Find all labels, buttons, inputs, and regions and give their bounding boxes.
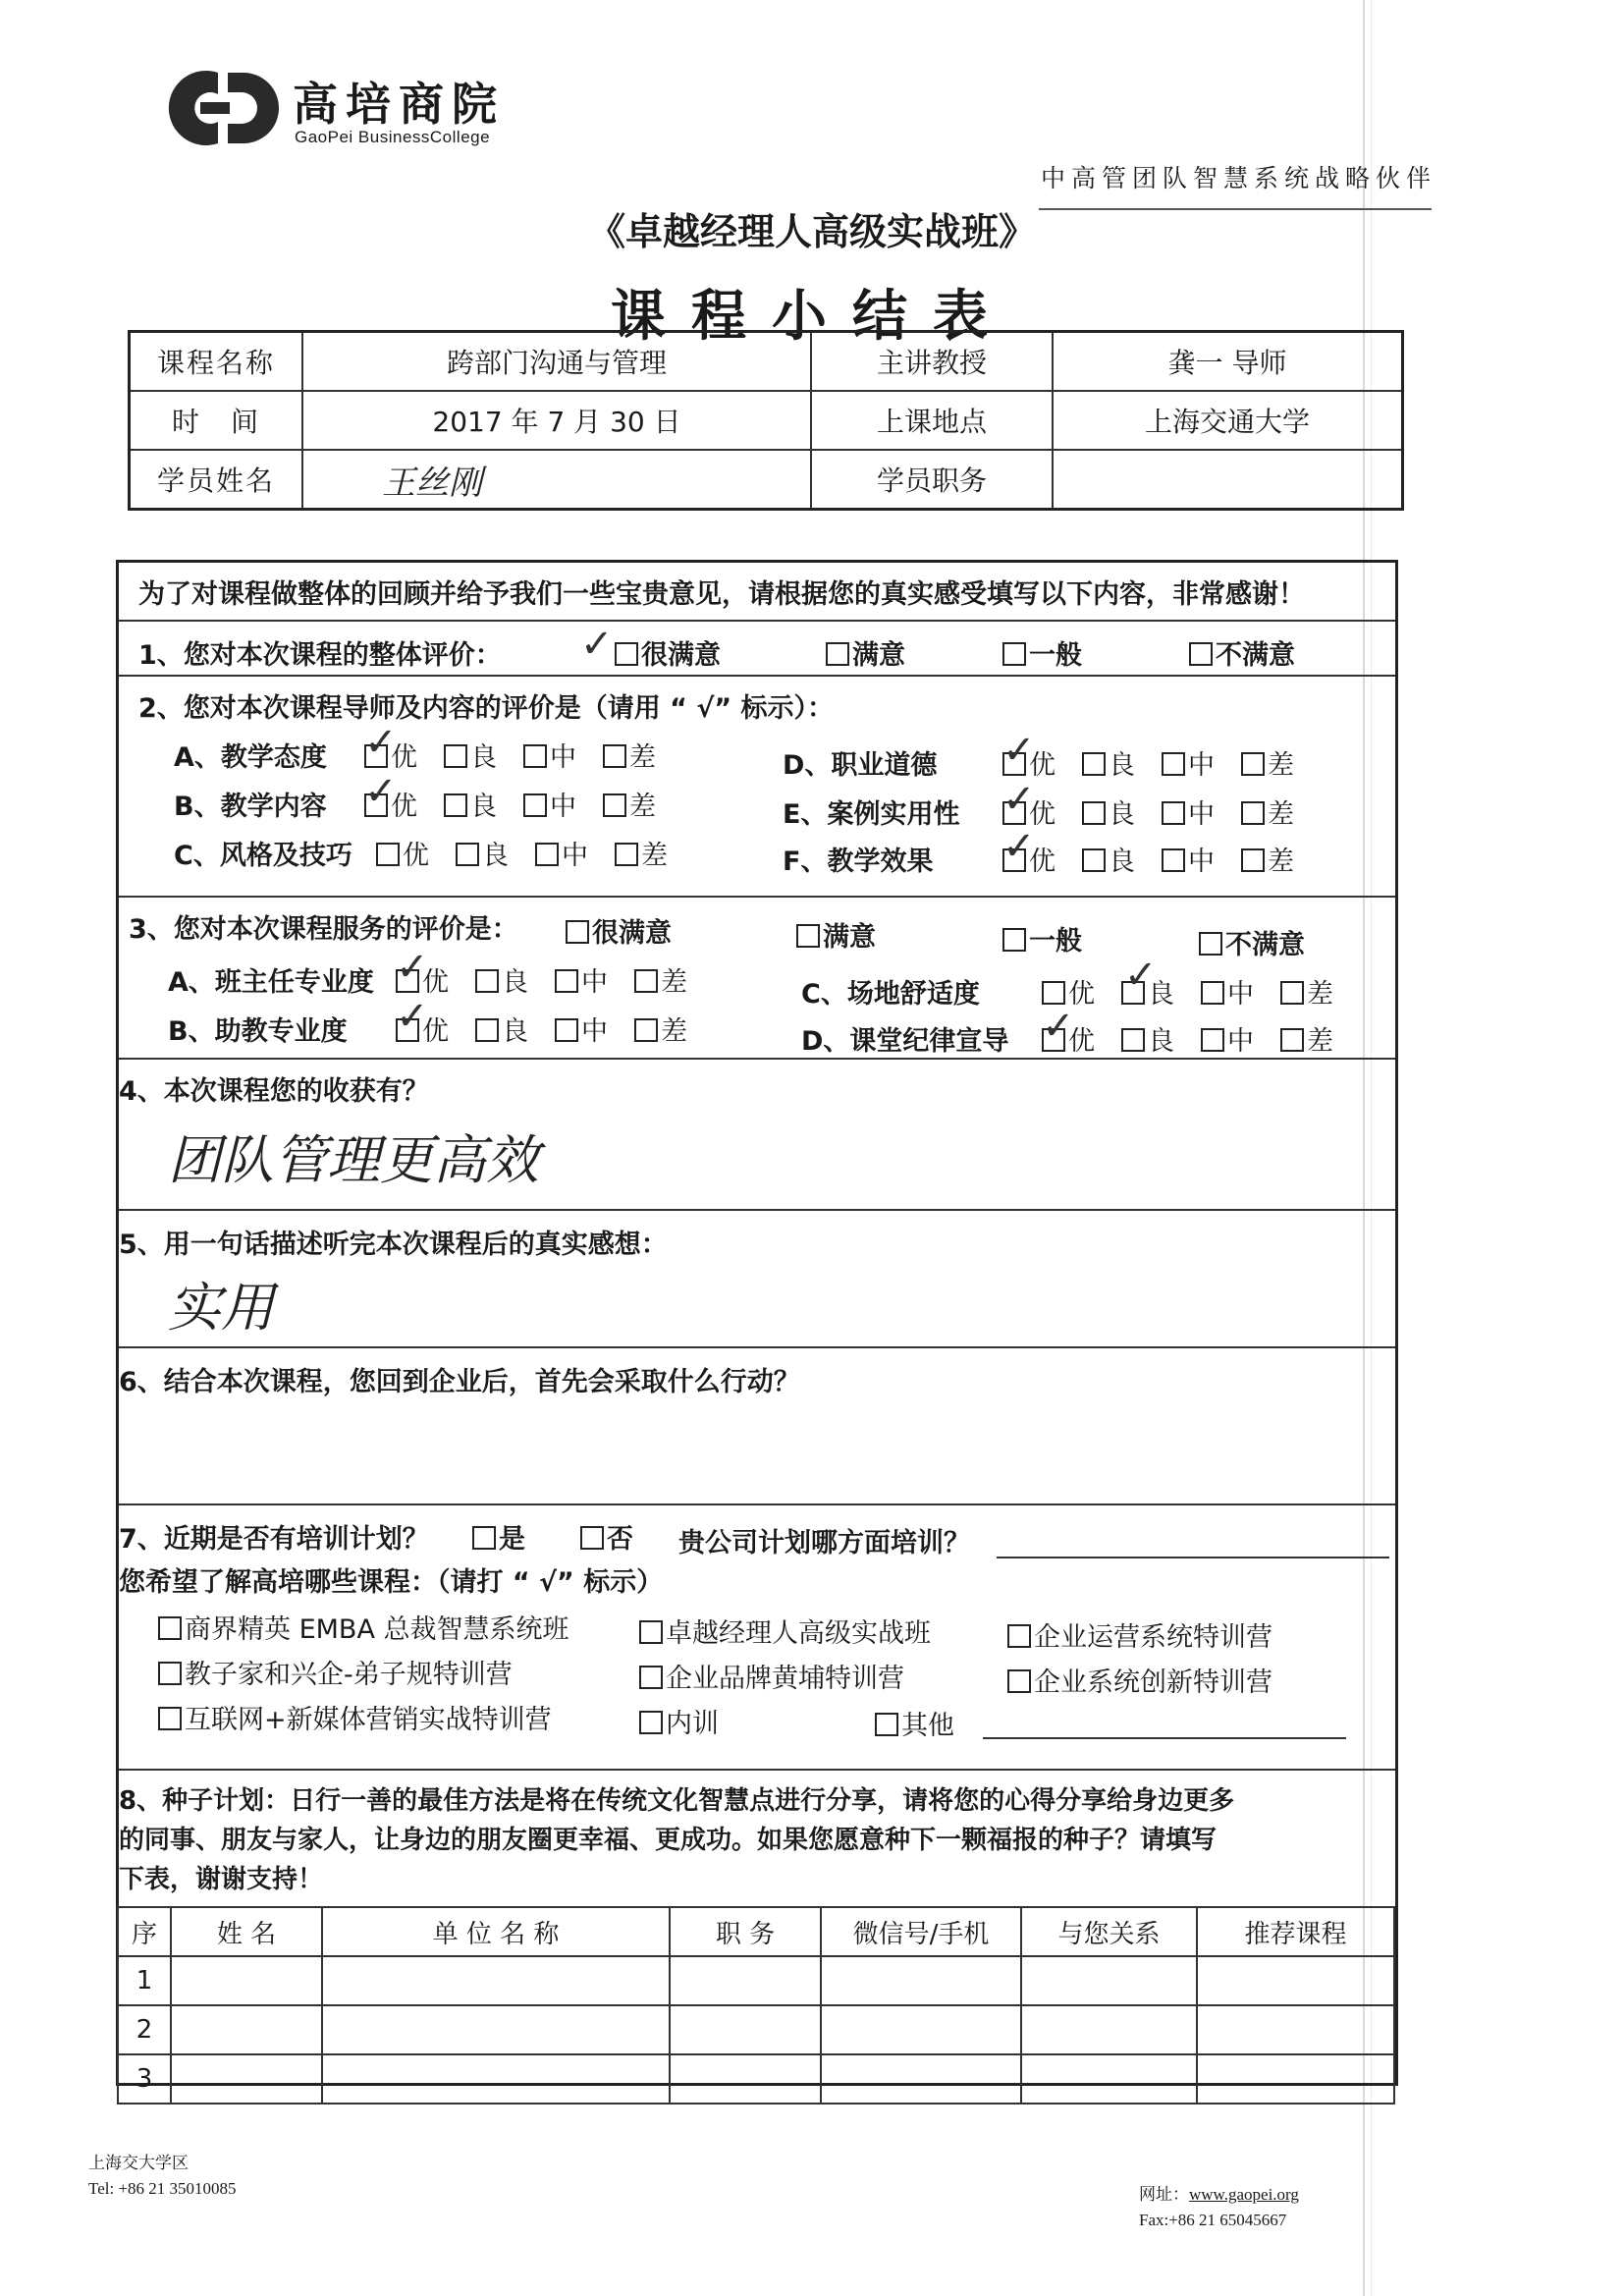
q2-a-grades[interactable] — [364, 736, 656, 774]
q5-section — [119, 1209, 1395, 1348]
q2-d-grades[interactable] — [1002, 743, 1294, 782]
q2-item-c-label: C、风格及技巧 — [174, 841, 352, 871]
grade-label: 良 — [470, 742, 497, 773]
course-option-internet[interactable] — [158, 1698, 552, 1736]
checkbox-icon[interactable] — [475, 1018, 499, 1042]
checkbox-icon[interactable] — [158, 1662, 182, 1685]
cell-position[interactable] — [670, 2005, 821, 2054]
other-course-line[interactable] — [983, 1737, 1346, 1739]
col-company: 单 位 名 称 — [322, 1907, 670, 1956]
cell-name[interactable] — [171, 1956, 322, 2005]
location-value[interactable]: 上海交通大学 — [1053, 391, 1403, 450]
course-option-label: 教子家和兴企-弟子规特训营 — [185, 1660, 513, 1690]
course-option-dizigui[interactable] — [158, 1653, 513, 1691]
course-option-label: 企业运营系统特训营 — [1034, 1622, 1272, 1653]
referral-table — [117, 1906, 1395, 2105]
student-name-value[interactable]: 王丝刚 — [302, 450, 811, 510]
q8-section — [119, 1769, 1395, 2094]
footer-contact-left — [88, 2151, 237, 2202]
q3-section — [119, 896, 1395, 1060]
course-option-brand[interactable] — [639, 1657, 904, 1695]
q8-label: 8、种子计划：日行一善的最佳方法是将在传统文化智慧点进行分享，请将您的心得分享给身边更多 — [119, 1786, 1235, 1816]
q2-label: 2、您对本次课程导师及内容的评价是（请用 “ √” 标示）： — [138, 693, 834, 724]
cell-company[interactable] — [322, 1956, 670, 2005]
cell-relation[interactable] — [1021, 2005, 1197, 2054]
col-wechat: 微信号/手机 — [821, 1907, 1021, 1956]
q2-e-grades[interactable] — [1002, 793, 1294, 831]
grade-label: 良 — [1109, 847, 1135, 877]
q1-option-satisfied[interactable] — [826, 633, 905, 672]
checkbox-icon[interactable] — [1007, 1669, 1031, 1693]
checkbox-icon[interactable] — [1002, 928, 1026, 952]
grade-label: 差 — [1307, 1026, 1333, 1057]
referral-header-row — [118, 1907, 1394, 1956]
grade-label: 中 — [1227, 979, 1254, 1010]
checkmark-icon: ✓ — [1002, 824, 1036, 869]
course-option-label: 企业品牌黄埔特训营 — [666, 1664, 904, 1694]
survey-form — [116, 560, 1398, 2094]
q2-item-e-label: E、案例实用性 — [783, 799, 960, 830]
grade-label: 差 — [1268, 750, 1294, 781]
checkmark-icon: ✓ — [1002, 728, 1036, 773]
q3-option-label: 很满意 — [592, 918, 672, 949]
checkmark-icon: ✓ — [580, 622, 614, 667]
q1-option-label: 不满意 — [1216, 640, 1295, 671]
q2-item-d-label: D、职业道德 — [783, 750, 938, 781]
col-course: 推荐课程 — [1197, 1907, 1394, 1956]
q1-section — [119, 620, 1395, 677]
grade-label: 中 — [1227, 1026, 1254, 1057]
website-row — [1139, 2182, 1299, 2208]
grade-label: 优 — [422, 1016, 449, 1047]
checkbox-icon[interactable] — [523, 744, 547, 768]
q3-label: 3、您对本次课程服务的评价是： — [129, 914, 518, 945]
date-value[interactable]: 2017 年 7 月 30 日 — [302, 391, 811, 450]
website-link[interactable]: www.gaopei.org — [1189, 2185, 1299, 2204]
grade-label: 优 — [1029, 847, 1056, 877]
checkbox-icon[interactable] — [1189, 642, 1213, 666]
cell-course[interactable] — [1197, 1956, 1394, 2005]
q1-option-very-satisfied[interactable] — [615, 633, 721, 672]
checkbox-icon[interactable] — [1162, 801, 1185, 825]
grade-label: 优 — [403, 841, 429, 871]
grade-label: 中 — [581, 1016, 608, 1047]
grade-label: 差 — [629, 742, 656, 773]
q1-label: 1、您对本次课程的整体评价： — [138, 640, 502, 671]
cell-name[interactable] — [171, 2005, 322, 2054]
table-row — [118, 1956, 1394, 2005]
checkbox-icon[interactable] — [444, 744, 467, 768]
q1-option-average[interactable] — [1002, 633, 1082, 672]
location-label: 上课地点 — [811, 391, 1053, 450]
logo-chinese-name: 高培商院 — [293, 78, 505, 131]
checkmark-icon: ✓ — [1042, 1004, 1075, 1049]
grade-label: 良 — [502, 967, 528, 998]
checkbox-icon[interactable] — [634, 1018, 658, 1042]
q2-c-grades[interactable] — [376, 834, 668, 872]
q3-d-grades[interactable] — [1042, 1019, 1333, 1058]
grade-label: 中 — [581, 967, 608, 998]
q2-item-f-label: F、教学效果 — [783, 847, 934, 877]
q3-a-grades[interactable] — [396, 960, 687, 999]
grade-label: 良 — [1148, 979, 1174, 1010]
course-name-value[interactable]: 跨部门沟通与管理 — [302, 332, 811, 392]
course-option-manager[interactable] — [639, 1612, 931, 1650]
cell-company[interactable] — [322, 2054, 670, 2104]
q5-label: 5、用一句话描述听完本次课程后的真实感想： — [119, 1230, 668, 1260]
checkmark-icon: ✓ — [364, 769, 398, 814]
grade-label: 中 — [550, 742, 576, 773]
q8-line3: 下表，谢谢支持！ — [119, 1865, 324, 1894]
q4-answer[interactable]: 团队管理更高效 — [168, 1129, 539, 1191]
checkbox-icon[interactable] — [826, 642, 849, 666]
q4-section — [119, 1058, 1395, 1211]
checkbox-icon[interactable] — [1082, 801, 1106, 825]
checkbox-icon[interactable] — [603, 793, 626, 817]
q3-item-c-label: C、场地舒适度 — [801, 979, 980, 1010]
tel-text: Tel: +86 21 35010085 — [88, 2179, 237, 2198]
course-option-label: 互联网+新媒体营销实战特训营 — [185, 1705, 552, 1735]
q1-option-label: 很满意 — [641, 640, 721, 671]
grade-label: 差 — [661, 1016, 687, 1047]
checkbox-icon[interactable] — [444, 793, 467, 817]
q8-line2: 的同事、朋友与家人，让身边的朋友圈更幸福、更成功。如果您愿意种下一颗福报的种子？请填写 — [119, 1826, 1218, 1855]
table-row — [118, 2005, 1394, 2054]
q3-b-grades[interactable] — [396, 1010, 687, 1048]
cell-company[interactable] — [322, 2005, 670, 2054]
survey-intro: 为了对课程做整体的回顾并给予我们一些宝贵意见，请根据您的真实感受填写以下内容，非常感谢！ — [138, 579, 1305, 610]
q3-item-b-label: B、助教专业度 — [168, 1016, 348, 1047]
grade-label: 良 — [1109, 750, 1135, 781]
col-index: 序 — [118, 1907, 171, 1956]
q7-courses-label: 您希望了解高培哪些课程：（请打 “ √” 标示） — [119, 1567, 664, 1598]
cell-name[interactable] — [171, 2054, 322, 2104]
q3-c-grades[interactable] — [1042, 972, 1333, 1011]
q1-option-label: 满意 — [852, 640, 905, 671]
grade-label: 优 — [391, 742, 417, 773]
checkbox-icon[interactable] — [1162, 848, 1185, 872]
checkbox-icon[interactable] — [475, 969, 499, 993]
q7-area-line[interactable] — [997, 1557, 1389, 1558]
col-name: 姓 名 — [171, 1907, 322, 1956]
checkbox-icon[interactable] — [555, 1018, 578, 1042]
grade-label: 中 — [1188, 847, 1215, 877]
q7-area-label: 贵公司计划哪方面培训？ — [678, 1528, 970, 1558]
course-option-operations[interactable] — [1007, 1615, 1272, 1654]
checkbox-icon[interactable] — [615, 642, 638, 666]
checkbox-icon[interactable] — [1082, 752, 1106, 776]
checkbox-icon[interactable] — [158, 1707, 182, 1730]
q2-section — [119, 675, 1395, 898]
q1-option-unsatisfied[interactable] — [1189, 633, 1295, 672]
checkbox-icon[interactable] — [1241, 848, 1265, 872]
checkbox-icon[interactable] — [1162, 752, 1185, 776]
cell-relation[interactable] — [1021, 2054, 1197, 2104]
checkbox-icon[interactable] — [1007, 1624, 1031, 1648]
website-label: 网址： — [1139, 2185, 1189, 2204]
q3-option-label: 一般 — [1029, 926, 1082, 957]
fax-text: Fax:+86 21 65045667 — [1139, 2211, 1287, 2229]
campus-text: 上海交大学区 — [88, 2154, 189, 2172]
grade-label: 差 — [661, 967, 687, 998]
grade-label: 良 — [1109, 799, 1135, 830]
time-label: 时 间 — [130, 391, 303, 450]
logo-english-name: GaoPei BusinessCollege — [295, 128, 491, 146]
cell-position[interactable] — [670, 1956, 821, 2005]
q3-item-d-label: D、课堂纪律宣导 — [801, 1026, 1009, 1057]
course-option-label: 企业系统创新特训营 — [1034, 1667, 1272, 1698]
q3-option-satisfied[interactable] — [796, 915, 876, 954]
q3-item-a-label: A、班主任专业度 — [168, 967, 374, 998]
course-option-label: 内训 — [666, 1709, 719, 1739]
checkbox-icon[interactable] — [1199, 932, 1222, 956]
course-info-table — [128, 330, 1404, 511]
checkbox-icon[interactable] — [639, 1666, 663, 1689]
checkmark-icon: ✓ — [364, 720, 398, 765]
q3-option-very-satisfied[interactable] — [566, 911, 672, 950]
grade-label: 良 — [482, 841, 509, 871]
gaopei-logo-icon — [167, 65, 280, 151]
grade-label: 优 — [422, 967, 449, 998]
grade-label: 优 — [1029, 799, 1056, 830]
q5-answer[interactable]: 实用 — [168, 1277, 274, 1339]
lecturer-label: 主讲教授 — [811, 332, 1053, 392]
course-option-emba[interactable] — [158, 1608, 569, 1646]
lecturer-value[interactable]: 龚一 导师 — [1053, 332, 1403, 392]
checkbox-icon[interactable] — [376, 843, 400, 866]
checkbox-icon[interactable] — [158, 1616, 182, 1640]
cell-wechat[interactable] — [821, 2005, 1021, 2054]
position-label: 学员职务 — [811, 450, 1053, 510]
col-relation: 与您关系 — [1021, 1907, 1197, 1956]
q7-section — [119, 1503, 1395, 1741]
q2-f-grades[interactable] — [1002, 840, 1294, 878]
checkbox-icon[interactable] — [1002, 642, 1026, 666]
grade-label: 中 — [550, 792, 576, 822]
course-option-other[interactable] — [875, 1704, 954, 1742]
q7-no-option[interactable] — [580, 1517, 633, 1556]
q7-yes-option[interactable] — [472, 1517, 525, 1556]
cell-relation[interactable] — [1021, 1956, 1197, 2005]
q3-option-average[interactable] — [1002, 919, 1082, 957]
grade-label: 良 — [502, 1016, 528, 1047]
yes-label: 是 — [499, 1524, 525, 1555]
cell-position[interactable] — [670, 2054, 821, 2104]
student-name-label: 学员姓名 — [130, 450, 303, 510]
grade-label: 差 — [629, 792, 656, 822]
grade-label: 差 — [1307, 979, 1333, 1010]
checkbox-icon[interactable] — [1241, 801, 1265, 825]
cell-course[interactable] — [1197, 2054, 1394, 2104]
q2-b-grades[interactable] — [364, 785, 656, 823]
checkmark-icon: ✓ — [1124, 953, 1158, 998]
checkbox-icon[interactable] — [1201, 1028, 1224, 1052]
grade-label: 良 — [470, 792, 497, 822]
checkbox-icon[interactable] — [603, 744, 626, 768]
checkmark-icon: ✓ — [396, 994, 429, 1039]
course-name-label: 课程名称 — [130, 332, 303, 392]
q3-option-label: 满意 — [823, 922, 876, 953]
row-index: 2 — [118, 2005, 171, 2054]
checkbox-icon[interactable] — [456, 843, 479, 866]
q3-option-unsatisfied[interactable] — [1199, 923, 1305, 961]
grade-label: 优 — [391, 792, 417, 822]
course-option-label: 商界精英 EMBA 总裁智慧系统班 — [185, 1614, 569, 1645]
table-row — [118, 2054, 1394, 2104]
q2-item-b-label: B、教学内容 — [174, 792, 327, 822]
q3-option-label: 不满意 — [1225, 930, 1305, 960]
tagline: 中高管团队智慧系统战略伙伴 — [1041, 164, 1437, 192]
checkbox-icon[interactable] — [796, 924, 820, 948]
cell-course[interactable] — [1197, 2005, 1394, 2054]
grade-label: 优 — [1029, 750, 1056, 781]
checkbox-icon[interactable] — [555, 969, 578, 993]
row-index: 3 — [118, 2054, 171, 2104]
checkbox-icon[interactable] — [1280, 1028, 1304, 1052]
no-label: 否 — [607, 1524, 633, 1555]
footer-contact-right — [1139, 2182, 1299, 2233]
course-option-inhouse[interactable] — [639, 1702, 719, 1740]
form-title: 课程小结表 — [611, 285, 1013, 349]
grade-label: 差 — [1268, 847, 1294, 877]
checkbox-icon[interactable] — [639, 1620, 663, 1644]
checkbox-icon[interactable] — [566, 920, 589, 944]
q1-option-label: 一般 — [1029, 640, 1082, 671]
grade-label: 优 — [1068, 1026, 1095, 1057]
course-option-innovation[interactable] — [1007, 1661, 1272, 1699]
checkbox-icon[interactable] — [1241, 752, 1265, 776]
checkbox-icon[interactable] — [1201, 981, 1224, 1005]
checkbox-icon[interactable] — [472, 1526, 496, 1550]
grade-label: 中 — [562, 841, 588, 871]
checkbox-icon[interactable] — [1042, 981, 1065, 1005]
course-title: 《卓越经理人高级实战班》 — [587, 210, 1036, 253]
row-index: 1 — [118, 1956, 171, 2005]
cell-wechat[interactable] — [821, 2054, 1021, 2104]
grade-label: 优 — [1068, 979, 1095, 1010]
checkbox-icon[interactable] — [634, 969, 658, 993]
col-position: 职 务 — [670, 1907, 821, 1956]
q6-section — [119, 1346, 1395, 1505]
grade-label: 差 — [641, 841, 668, 871]
grade-label: 差 — [1268, 799, 1294, 830]
q7-label: 7、近期是否有培训计划？ — [119, 1524, 429, 1555]
grade-label: 中 — [1188, 799, 1215, 830]
checkbox-icon[interactable] — [639, 1711, 663, 1734]
checkbox-icon[interactable] — [1082, 848, 1106, 872]
checkmark-icon: ✓ — [1002, 777, 1036, 822]
checkbox-icon[interactable] — [535, 843, 559, 866]
course-option-label: 卓越经理人高级实战班 — [666, 1618, 931, 1649]
q2-item-a-label: A、教学态度 — [174, 742, 327, 773]
grade-label: 良 — [1148, 1026, 1174, 1057]
checkbox-icon[interactable] — [1280, 981, 1304, 1005]
cell-wechat[interactable] — [821, 1956, 1021, 2005]
checkmark-icon: ✓ — [396, 945, 429, 990]
q4-label: 4、本次课程您的收获有？ — [119, 1076, 429, 1107]
checkbox-icon[interactable] — [1121, 1028, 1145, 1052]
checkbox-icon[interactable] — [580, 1526, 604, 1550]
q6-label: 6、结合本次课程，您回到企业后，首先会采取什么行动？ — [119, 1367, 800, 1397]
grade-label: 中 — [1188, 750, 1215, 781]
checkbox-icon[interactable] — [615, 843, 638, 866]
checkbox-icon[interactable] — [875, 1713, 898, 1736]
course-option-label: 其他 — [901, 1711, 954, 1741]
position-value[interactable] — [1053, 450, 1403, 510]
checkbox-icon[interactable] — [523, 793, 547, 817]
